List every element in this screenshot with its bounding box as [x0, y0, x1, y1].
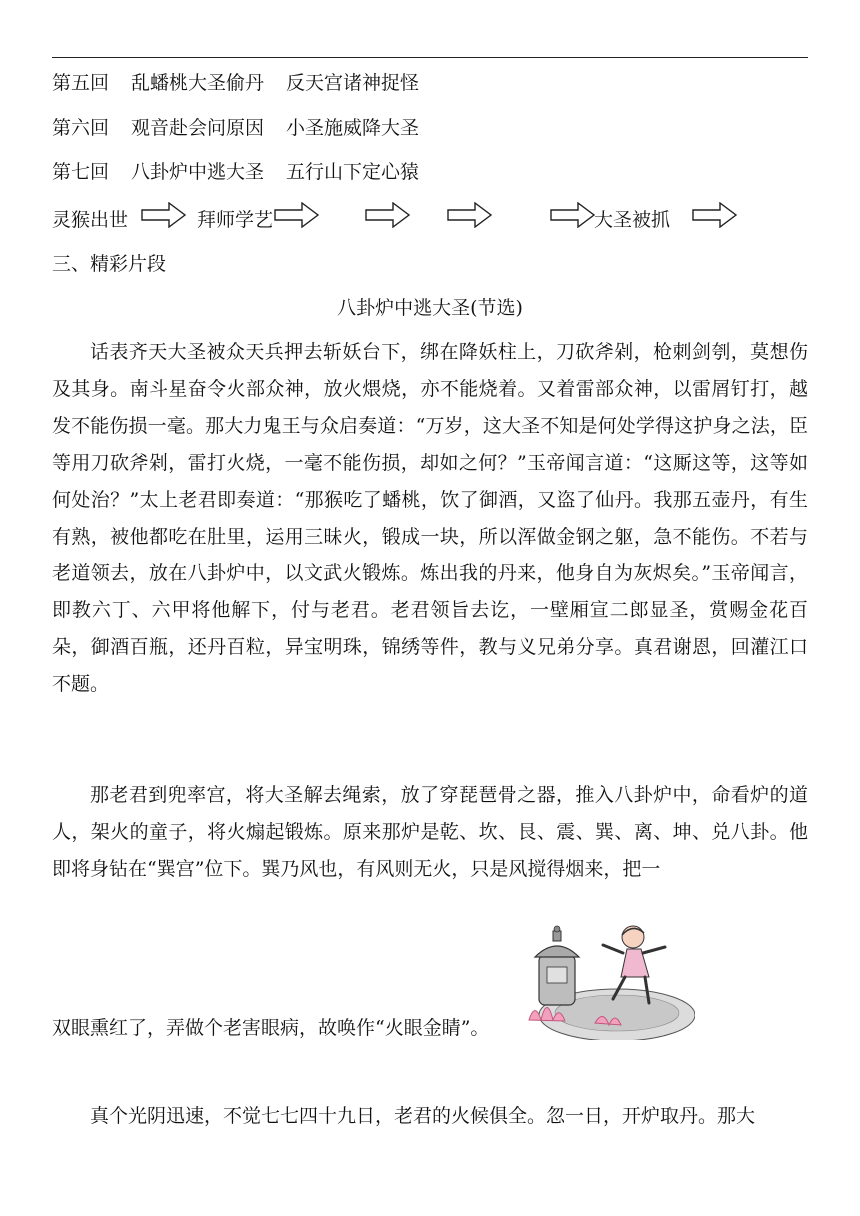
arrow-right-icon — [141, 202, 187, 228]
paragraph-2-end: 双眼熏红了，弄做个老害眼病，故唤作“火眼金睛”。 — [52, 1017, 490, 1039]
chapter-line-5: 第五回 乱蟠桃大圣偷丹 反天宫诸神捉怪 — [52, 72, 420, 94]
chapter-line-7: 第七回 八卦炉中逃大圣 五行山下定心猿 — [52, 161, 420, 183]
arrow-right-icon — [365, 202, 411, 228]
flow-step-1: 灵猴出世 — [52, 209, 129, 231]
section-heading: 三、精彩片段 — [52, 253, 167, 275]
flow-step-2: 拜师学艺 — [197, 209, 274, 231]
paragraph-1: 话表齐天大圣被众天兵押去斩妖台下，绑在降妖柱上，刀砍斧剁，枪刺剑刳，莫想伤及其身。南斗星奋令火部众神，放火煨烧，亦不能烧着。又着雷部众神，以雷屑钉打，越发不能伤损一毫。那大力鬼王与众启奏道：“万岁，这大圣不知是何处学得这护身之法，臣等用刀砍斧剁，雷打火烧，一毫不能伤损，却如之何？”玉帝闻言道：“这厮这等，这等如何处治？”太上老君即奏道：“那猴吃了蟠桃，饮了御酒，又盗了仙丹。我那五壶丹，有生有熟，被他都吃在肚里，运用三昧火，锻成一块，所以浑做金钢之躯，急不能伤。不若与老道领去，放在八卦炉中，以文武火锻炼。炼出我的丹来，他身自为灰烬矣。”玉帝闻言，即教六丁、六甲将他解下，付与老君。老君领旨去讫，一壁厢宣二郎显圣，赏赐金花百朵，御酒百瓶，还丹百粒，异宝明珠，锦绣等件，教与义兄弟分享。真君谢恩，回灌江口不题。 — [52, 341, 808, 696]
arrow-right-icon — [274, 202, 320, 228]
paragraph-2: 那老君到兜率宫，将大圣解去绳索，放了穿琵琶骨之器，推入八卦炉中，命看炉的道人，架火的童子，将火煽起锻炼。原来那炉是乾、坎、艮、震、巽、离、坤、兑八卦。他即将身钻在“巽宫”位下。巽乃风也，有风则无火，只是风搅得烟来，把一 — [52, 784, 808, 880]
excerpt-title: 八卦炉中逃大圣(节选) — [337, 297, 523, 319]
paragraph-3: 真个光阴迅速，不觉七七四十九日，老君的火候俱全。忽一日，开炉取丹。那大 — [90, 1105, 756, 1127]
header-rule — [52, 57, 808, 58]
chapter-line-6: 第六回 观音赴会问原因 小圣施威降大圣 — [52, 117, 420, 139]
flow-step-6: 大圣被抓 — [594, 209, 671, 231]
plot-flowchart — [52, 200, 812, 236]
furnace-illustration — [525, 925, 695, 1040]
arrow-right-icon — [550, 202, 596, 228]
arrow-right-icon — [692, 202, 738, 228]
arrow-right-icon — [447, 202, 493, 228]
